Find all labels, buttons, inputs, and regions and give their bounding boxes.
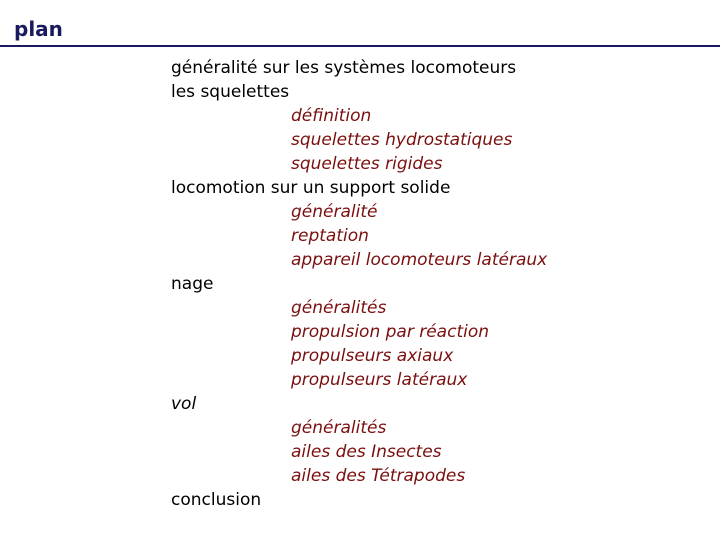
outline-subitem: ailes des Insectes: [291, 442, 442, 462]
outline-item: conclusion: [171, 490, 262, 510]
outline-subitem: squelettes rigides: [291, 154, 443, 174]
outline-subitem: squelettes hydrostatiques: [291, 130, 513, 150]
outline-subitem: ailes des Tétrapodes: [291, 466, 466, 486]
outline-item: locomotion sur un support solide: [171, 178, 451, 198]
outline-subitem: généralités: [291, 418, 387, 438]
outline-item: les squelettes: [171, 82, 290, 102]
title-divider: [0, 45, 720, 47]
outline-subitem: appareil locomoteurs latéraux: [291, 250, 548, 270]
outline-subitem: reptation: [291, 226, 369, 246]
outline-subitem: propulsion par réaction: [291, 322, 490, 342]
outline-subitem: généralité: [291, 202, 378, 222]
outline-item: nage: [171, 274, 214, 294]
outline-subitem: généralités: [291, 298, 387, 318]
outline-subitem: propulseurs axiaux: [291, 346, 454, 366]
outline-item: généralité sur les systèmes locomoteurs: [171, 58, 517, 78]
outline-subitem: propulseurs latéraux: [291, 370, 468, 390]
outline-item: vol: [171, 394, 197, 414]
outline-subitem: définition: [291, 106, 372, 126]
slide-title: plan: [14, 17, 63, 41]
